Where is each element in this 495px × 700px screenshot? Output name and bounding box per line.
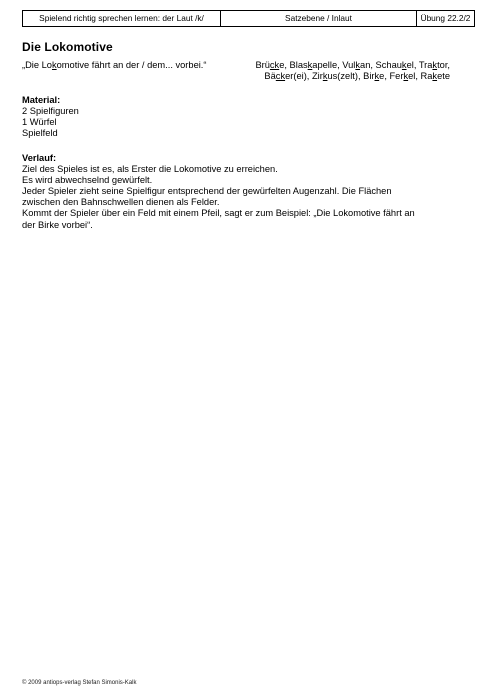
sentence-part: „Die Lo bbox=[22, 60, 52, 70]
material-item: 1 Würfel bbox=[22, 117, 57, 128]
procedure-line: Kommt der Spieler über ein Feld mit einem Pfeil, sagt er zum Beispiel: „Die Lokomotive fährt an bbox=[22, 208, 415, 219]
copyright-footer: © 2009 antiops-verlag Stefan Simonis-Kalk bbox=[22, 680, 137, 686]
word: Blaskapelle, bbox=[289, 60, 343, 70]
header-level: Satzebene / Inlaut bbox=[221, 11, 417, 26]
material-item: 2 Spielfiguren bbox=[22, 106, 79, 117]
header-book-title: Spielend richtig sprechen lernen: der Laut /k/ bbox=[23, 11, 221, 26]
word: Birke, bbox=[363, 71, 390, 81]
word-list-line-2 bbox=[190, 71, 450, 82]
procedure-line: Ziel des Spieles ist es, als Erster die Lokomotive zu erreichen. bbox=[22, 164, 278, 175]
sentence-sound-mark: k bbox=[51, 60, 57, 70]
word: Schaukel, bbox=[375, 60, 419, 70]
material-item: Spielfeld bbox=[22, 128, 58, 139]
word-list-line-1 bbox=[190, 60, 450, 71]
target-sentence bbox=[22, 60, 207, 71]
word: Vulkan, bbox=[342, 60, 376, 70]
header-exercise-number: Übung 22.2/2 bbox=[420, 13, 471, 23]
word: Bäcker(ei), bbox=[264, 71, 312, 81]
word: Rakete bbox=[420, 71, 450, 81]
word: Ferkel, bbox=[389, 71, 421, 81]
page-title: Die Lokomotive bbox=[22, 40, 113, 54]
procedure-line: Es wird abwechselnd gewürfelt. bbox=[22, 175, 153, 186]
procedure-heading: Verlauf: bbox=[22, 153, 57, 163]
procedure-section bbox=[22, 153, 462, 231]
word: Traktor, bbox=[418, 60, 450, 70]
sentence-part: omotive fährt an der / dem... vorbei.“ bbox=[56, 60, 207, 70]
header-table bbox=[22, 10, 475, 27]
word: Brücke, bbox=[255, 60, 290, 70]
material-heading: Material: bbox=[22, 95, 61, 105]
word-list bbox=[190, 60, 450, 82]
word: Zirkus(zelt), bbox=[311, 71, 364, 81]
material-section bbox=[22, 95, 462, 139]
procedure-line: der Birke vorbei“. bbox=[22, 219, 93, 230]
procedure-line: zwischen den Bahnschwellen dienen als Felder. bbox=[22, 197, 220, 208]
procedure-line: Jeder Spieler zieht seine Spielfigur entsprechend der gewürfelten Augenzahl. Die Flächen bbox=[22, 186, 392, 197]
